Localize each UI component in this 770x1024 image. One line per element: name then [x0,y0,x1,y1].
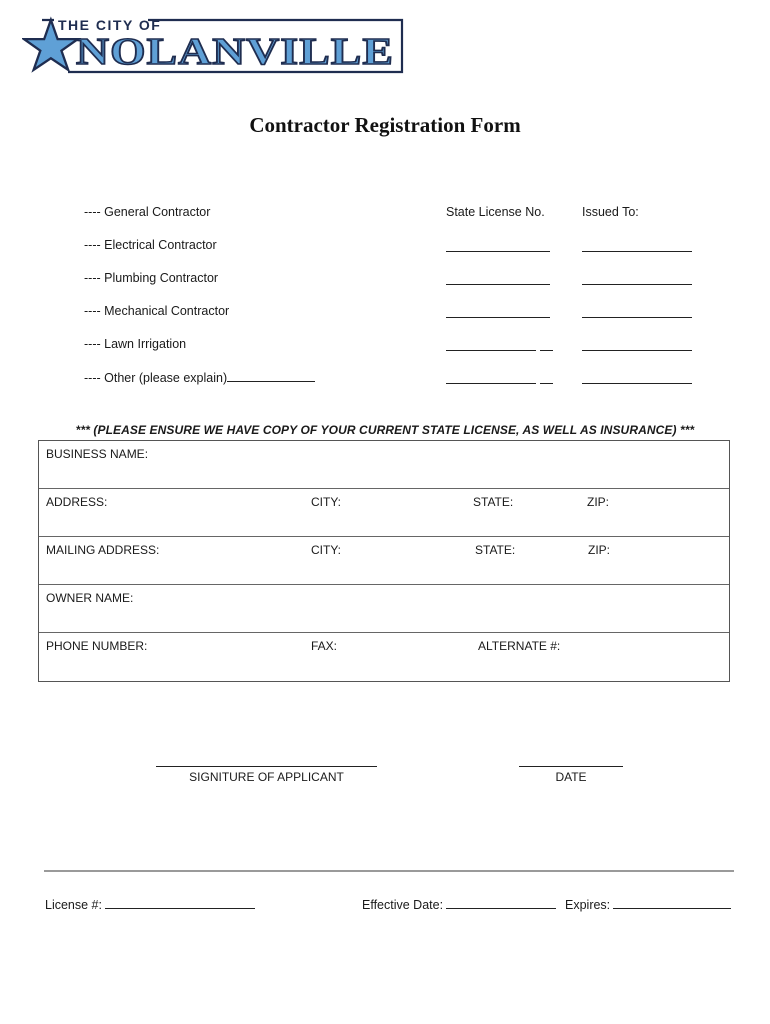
issued-field-lawn-irrigation[interactable] [582,349,692,351]
license-field-mechanical[interactable] [446,316,550,318]
effective-date-label: Effective Date: [362,898,444,912]
mailing-address-row[interactable] [39,537,729,585]
state-license-header: State License No. [446,205,545,219]
license-number-blank[interactable] [105,897,255,909]
contractor-type-other-label: ---- Other (please explain) [84,371,228,385]
license-field-electrical[interactable] [446,250,550,252]
other-explain-field[interactable] [227,370,315,382]
mailing-state-label: STATE: [475,543,516,557]
license-field-plumbing[interactable] [446,283,550,285]
applicant-signature-line[interactable] [156,765,377,767]
city-label: CITY: [311,495,342,509]
license-field-other[interactable] [446,382,536,384]
owner-name-label: OWNER NAME: [46,591,134,605]
logo-main-text: NOLANVILLE [76,31,394,73]
contractor-type-plumbing[interactable]: ---- Plumbing Contractor [84,271,219,285]
contractor-type-mechanical[interactable]: ---- Mechanical Contractor [84,304,230,318]
fax-label: FAX: [311,639,338,653]
license-field-lawn-irrigation-extra[interactable] [540,349,553,351]
license-number-label: License #: [45,898,102,912]
expires-label: Expires: [565,898,611,912]
logo-top-text: THE CITY OF [58,17,162,33]
date-caption: DATE [555,770,587,784]
applicant-info-table [38,440,730,682]
contractor-type-other[interactable] [84,370,315,385]
address-row[interactable] [39,489,729,537]
applicant-signature-caption: SIGNITURE OF APPLICANT [189,770,344,784]
license-field-other-extra[interactable] [540,382,553,384]
expires-field[interactable] [565,897,731,912]
issued-field-plumbing[interactable] [582,283,692,285]
issued-field-other[interactable] [582,382,692,384]
phone-number-label: PHONE NUMBER: [46,639,148,653]
state-label: STATE: [473,495,514,509]
mailing-zip-label: ZIP: [588,543,611,557]
insurance-notice: *** (PLEASE ENSURE WE HAVE COPY OF YOUR CURRENT STATE LICENSE, AS WELL AS INSURANCE) *** [75,423,695,437]
expires-blank[interactable] [613,897,731,909]
alternate-label: ALTERNATE #: [478,639,561,653]
issued-field-electrical[interactable] [582,250,692,252]
business-name-label: BUSINESS NAME: [46,447,149,461]
contractor-type-general[interactable]: ---- General Contractor [84,205,211,219]
address-label: ADDRESS: [46,495,108,509]
date-line[interactable] [519,765,623,767]
city-logo [22,14,406,76]
phone-row[interactable] [39,633,729,681]
contractor-type-lawn-irrigation[interactable]: ---- Lawn Irrigation [84,337,187,351]
effective-date-blank[interactable] [446,897,556,909]
mailing-city-label: CITY: [311,543,342,557]
effective-date-field[interactable] [362,897,556,912]
page-title: Contractor Registration Form [249,113,521,137]
footer-divider [44,870,734,872]
issued-to-header: Issued To: [582,205,639,219]
owner-name-row[interactable] [39,585,729,633]
issued-field-mechanical[interactable] [582,316,692,318]
license-number-field[interactable] [45,897,255,912]
license-field-lawn-irrigation[interactable] [446,349,536,351]
contractor-type-electrical[interactable]: ---- Electrical Contractor [84,238,217,252]
business-name-row[interactable] [39,441,729,489]
mailing-address-label: MAILING ADDRESS: [46,543,160,557]
zip-label: ZIP: [587,495,610,509]
